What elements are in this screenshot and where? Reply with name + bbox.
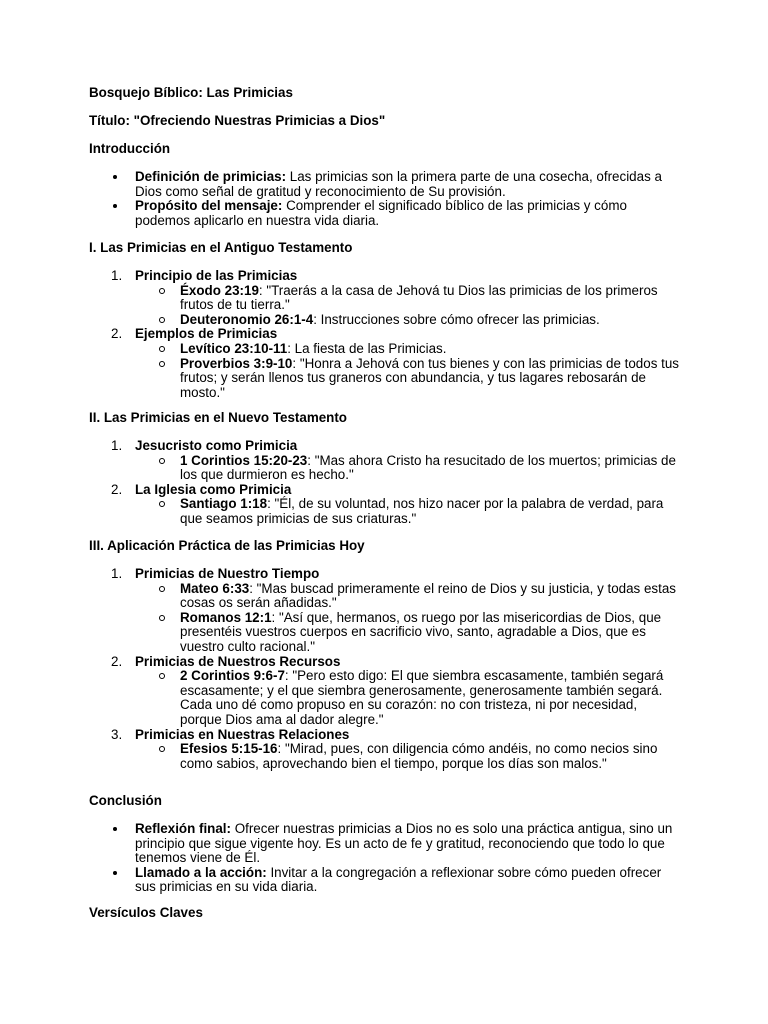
key-verses-heading: Versículos Claves: [89, 905, 203, 920]
section-2-heading: II. Las Primicias en el Nuevo Testamento: [89, 410, 347, 425]
list-item: 1. Primicias de Nuestro Tiempo Mateo 6:33: "Mas buscad primeramente el reino de Dios y su justicia, y todas estas cosas os serán añadidas." Romanos 12:1: "Así que, hermanos, os ruego por las misericordias de Dios, que presentéis vuestros cuerpos en sacrificio vivo, santo, agradable a Dios, que es vuestro culto racional.": [89, 567, 679, 655]
verse-item: Santiago 1:18: "Él, de su voluntad, nos hizo nacer por la palabra de verdad, para que seamos primicias de sus criaturas.": [135, 497, 679, 526]
section-2-list: [89, 439, 679, 527]
section-3-list: [89, 567, 679, 771]
section-3-heading: III. Aplicación Práctica de las Primicias Hoy: [89, 538, 365, 553]
verse-item: Mateo 6:33: "Mas buscad primeramente el reino de Dios y su justicia, y todas estas cosas os serán añadidas.": [135, 582, 679, 611]
verse-item: Romanos 12:1: "Así que, hermanos, os ruego por las misericordias de Dios, que presentéis vuestros cuerpos en sacrificio vivo, santo, agradable a Dios, que es vuestro culto racional.": [135, 611, 679, 655]
sermon-title: Título: "Ofreciendo Nuestras Primicias a Dios": [89, 113, 386, 128]
verse-item: Deuteronomio 26:1-4: Instrucciones sobre cómo ofrecer las primicias.: [135, 313, 689, 328]
list-item: 1. Principio de las Primicias Éxodo 23:19: "Traerás a la casa de Jehová tu Dios las primicias de los primeros frutos de tu tierra." Deuteronomio 26:1-4: Instrucciones sobre cómo ofrecer las primicias.: [89, 269, 689, 327]
section-1-list: [89, 269, 689, 400]
verse-item: Éxodo 23:19: "Traerás a la casa de Jehová tu Dios las primicias de los primeros frutos de tu tierra.": [135, 284, 689, 313]
verse-item: Efesios 5:15-16: "Mirad, pues, con diligencia cómo andéis, no como necios sino como sabios, aprovechando bien el tiempo, porque los días son malos.": [135, 742, 679, 771]
verse-item: Proverbios 3:9-10: "Honra a Jehová con tus bienes y con las primicias de todos tus frutos; y serán llenos tus graneros con abundancia, y tus lagares rebosarán de mosto.": [135, 357, 689, 401]
intro-heading: Introducción: [89, 141, 171, 156]
list-item: 2. Primicias de Nuestros Recursos 2 Corintios 9:6-7: "Pero esto digo: El que siembra escasamente, también segará escasamente; y el que siembra generosamente, generosamente también segará. Cada uno dé como propuso en su corazón: no con tristeza, ni por necesidad, porque Dios ama al dador alegre.": [89, 655, 679, 728]
section-1-heading: I. Las Primicias en el Antiguo Testamento: [89, 240, 353, 255]
verse-item: 1 Corintios 15:20-23: "Mas ahora Cristo ha resucitado de los muertos; primicias de los que durmieron es hecho.": [135, 454, 679, 483]
list-item: Reflexión final: Ofrecer nuestras primicias a Dios no es solo una práctica antigua, sino un principio que sigue vigente hoy. Es un acto de fe y gratitud, reconociendo que todo lo que tenemos viene de Él.: [89, 822, 679, 866]
list-item: 2. La Iglesia como Primicia Santiago 1:18: "Él, de su voluntad, nos hizo nacer por la palabra de verdad, para que seamos primicias de sus criaturas.": [89, 483, 679, 527]
conclusion-list: [89, 822, 679, 895]
list-item: Definición de primicias: Las primicias son la primera parte de una cosecha, ofrecidas a Dios como señal de gratitud y reconocimiento de Su provisión.: [89, 170, 679, 199]
document-title: Bosquejo Bíblico: Las Primicias: [89, 85, 293, 100]
list-item: 2. Ejemplos de Primicias Levítico 23:10-11: La fiesta de las Primicias. Proverbios 3:9-10: "Honra a Jehová con tus bienes y con las primicias de todos tus frutos; y serán llenos tus graneros con abundancia, y tus lagares rebosarán de mosto.": [89, 327, 689, 400]
list-item: Propósito del mensaje: Comprender el significado bíblico de las primicias y cómo podemos aplicarlo en nuestra vida diaria.: [89, 199, 679, 228]
conclusion-heading: Conclusión: [89, 793, 162, 808]
list-item: 1. Jesucristo como Primicia 1 Corintios 15:20-23: "Mas ahora Cristo ha resucitado de los muertos; primicias de los que durmieron es hecho.": [89, 439, 679, 483]
list-item: 3. Primicias en Nuestras Relaciones Efesios 5:15-16: "Mirad, pues, con diligencia cómo andéis, no como necios sino como sabios, aprovechando bien el tiempo, porque los días son malos.": [89, 728, 679, 772]
list-item: Llamado a la acción: Invitar a la congregación a reflexionar sobre cómo pueden ofrecer sus primicias en su vida diaria.: [89, 866, 679, 895]
verse-item: 2 Corintios 9:6-7: "Pero esto digo: El que siembra escasamente, también segará escasamente; y el que siembra generosamente, generosamente también segará. Cada uno dé como propuso en su corazón: no con tristeza, ni por necesidad, porque Dios ama al dador alegre.": [135, 669, 679, 727]
verse-item: Levítico 23:10-11: La fiesta de las Primicias.: [135, 342, 689, 357]
intro-list: [89, 170, 679, 228]
